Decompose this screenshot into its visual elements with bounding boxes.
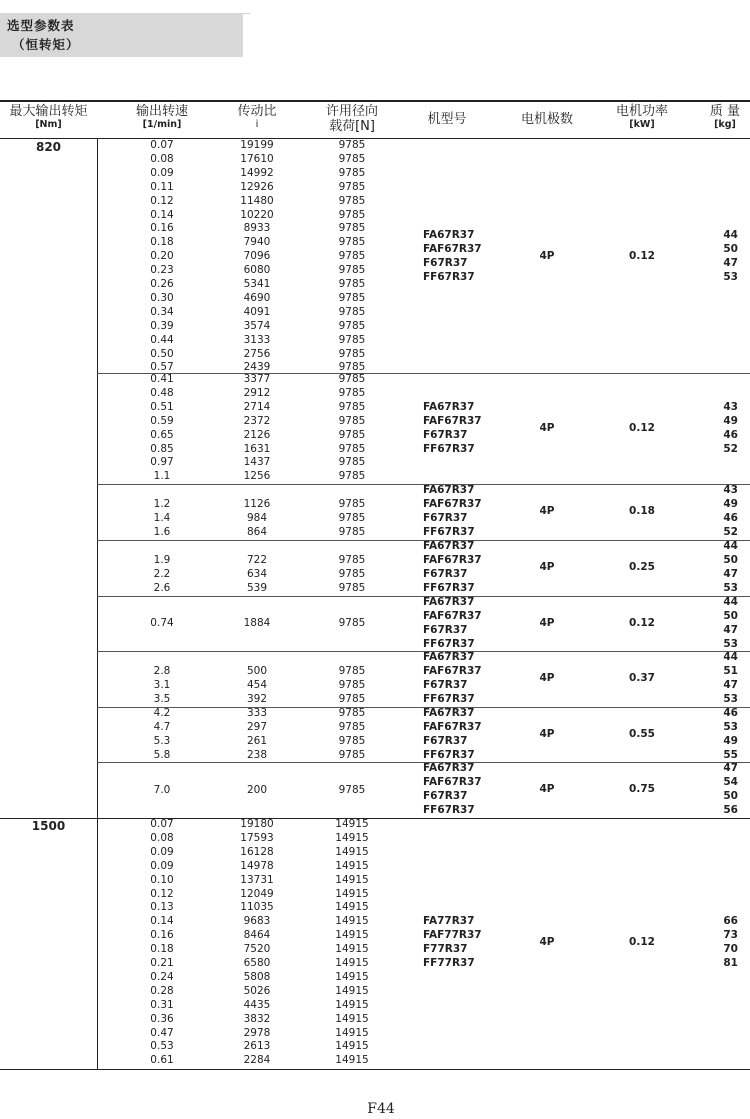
section-title-box: [0, 13, 243, 57]
ratio: 9683: [243, 915, 271, 928]
radial-load: 9785: [338, 305, 366, 318]
radial-load: 14915: [335, 929, 369, 942]
mass-value: 56: [723, 803, 738, 816]
ratio: 12926: [240, 180, 274, 193]
mass-value: 46: [723, 707, 738, 719]
mass-value: 52: [723, 442, 738, 455]
radial-load: 9785: [338, 333, 366, 346]
model-number: FF77R37: [423, 957, 475, 969]
model-number: F77R37: [423, 943, 468, 956]
mass-value: 47: [723, 678, 738, 691]
output-speed: 1.9: [153, 554, 171, 566]
model-number: FAF67R37: [423, 664, 482, 677]
motor-poles: 4P: [539, 671, 555, 684]
header-label: 最大输出转矩: [9, 104, 88, 119]
header-cell: [612, 104, 672, 131]
radial-load: 9785: [338, 139, 366, 151]
motor-poles: 4P: [539, 504, 555, 517]
header-cell: [0, 104, 97, 131]
model-number: F67R37: [423, 734, 468, 747]
radial-load: 9785: [338, 511, 366, 524]
model-number: FAF67R37: [423, 414, 482, 427]
radial-load: 9785: [338, 456, 366, 469]
radial-load: 9785: [338, 498, 366, 510]
output-speed: 0.18: [150, 236, 174, 249]
section-title: 选型参数表: [7, 18, 75, 33]
mass-value: 50: [723, 243, 738, 256]
output-speed: 0.97: [150, 456, 174, 469]
ratio: 392: [246, 692, 268, 705]
radial-load: 9785: [338, 554, 366, 566]
ratio: 4690: [243, 291, 271, 304]
motor-power: 0.55: [629, 727, 655, 740]
mass-value: 46: [723, 511, 738, 524]
model-number: FF67R37: [423, 692, 475, 705]
header-cell: [222, 104, 292, 131]
output-speed: 0.12: [150, 887, 174, 900]
radial-load: 14915: [335, 998, 369, 1011]
ratio: 2372: [243, 414, 271, 427]
mass-value: 47: [723, 257, 738, 270]
radial-load: 9785: [338, 470, 366, 483]
output-speed: 0.13: [150, 901, 174, 914]
model-number: FF67R37: [423, 803, 475, 816]
ratio: 200: [246, 784, 268, 796]
mass-value: 47: [723, 762, 738, 774]
output-speed: 0.16: [150, 222, 174, 235]
output-speed: 7.0: [153, 784, 171, 796]
radial-load: 14915: [335, 887, 369, 900]
ratio: 11480: [240, 194, 274, 207]
model-number: F67R37: [423, 678, 468, 691]
radial-load: 14915: [335, 970, 369, 983]
mass-value: 46: [723, 428, 738, 441]
mass-value: 43: [723, 400, 738, 413]
output-speed: 0.20: [150, 250, 174, 263]
model-number: FAF77R37: [423, 929, 482, 942]
radial-load: 9785: [338, 222, 366, 235]
radial-load: 14915: [335, 943, 369, 956]
radial-load: 9785: [338, 748, 366, 761]
ratio: 10220: [240, 208, 274, 221]
mass-value: 49: [723, 497, 738, 510]
mass-value: 49: [723, 414, 738, 427]
model-number: F67R37: [423, 567, 468, 580]
ratio: 2439: [243, 361, 271, 374]
output-speed: 3.5: [153, 692, 171, 705]
output-speed: 0.21: [150, 957, 174, 969]
model-number: FA67R37: [423, 484, 475, 496]
radial-load: 9785: [338, 692, 366, 705]
output-speed: 0.18: [150, 943, 174, 956]
model-number: FF67R37: [423, 442, 475, 455]
ratio: 333: [246, 707, 268, 719]
mass-value: 53: [723, 637, 738, 650]
radial-load: 9785: [338, 180, 366, 193]
model-number: FF67R37: [423, 271, 475, 284]
output-speed: 0.08: [150, 152, 174, 165]
radial-load: 14915: [335, 984, 369, 997]
header-label: 电机功率: [615, 104, 668, 119]
mass-value: 50: [723, 609, 738, 622]
header-label: 机型号: [427, 112, 467, 127]
model-number: F67R37: [423, 257, 468, 270]
ratio: 261: [246, 734, 268, 747]
mass-value: 44: [723, 229, 738, 242]
radial-load: 14915: [335, 915, 369, 928]
ratio: 3133: [243, 333, 271, 346]
output-speed: 0.24: [150, 970, 174, 983]
motor-poles: 4P: [539, 616, 555, 629]
radial-load: 9785: [338, 166, 366, 179]
radial-load: 14915: [335, 831, 369, 844]
model-number: FAF67R37: [423, 497, 482, 510]
output-speed: 2.2: [153, 567, 171, 580]
model-number: FAF67R37: [423, 720, 482, 733]
radial-load: 9785: [338, 414, 366, 427]
output-speed: 0.26: [150, 278, 174, 290]
output-speed: 0.12: [150, 194, 174, 207]
output-speed: 0.47: [150, 1026, 174, 1039]
radial-load: 9785: [338, 428, 366, 441]
ratio: 4091: [243, 305, 271, 318]
ratio: 634: [246, 567, 268, 580]
output-speed: 0.53: [150, 1040, 174, 1053]
header-cell: [317, 104, 387, 134]
radial-load: 9785: [338, 250, 366, 263]
header-unit: [kW]: [629, 119, 655, 130]
motor-power: 0.25: [629, 560, 655, 573]
model-number: FAF67R37: [423, 553, 482, 566]
mass-value: 66: [723, 915, 738, 928]
output-speed: 1.2: [153, 498, 171, 510]
output-speed: 0.85: [150, 442, 174, 455]
ratio: 8464: [243, 929, 271, 942]
table-top-rule: [0, 100, 750, 102]
model-number: FA77R37: [423, 915, 475, 928]
output-speed: 5.3: [153, 734, 171, 747]
output-speed: 0.48: [150, 386, 174, 399]
radial-load: 9785: [338, 361, 366, 374]
radial-load: 9785: [338, 347, 366, 360]
radial-load: 9785: [338, 707, 366, 719]
motor-poles: 4P: [539, 782, 555, 795]
ratio: 7520: [243, 943, 271, 956]
header-label: 输出转速: [135, 104, 188, 119]
mass-value: 43: [723, 484, 738, 496]
ratio: 6580: [243, 957, 271, 969]
section-subtitle: （恒转矩）: [12, 37, 80, 52]
ratio: 2126: [243, 428, 271, 441]
ratio: 19180: [240, 818, 274, 830]
ratio: 297: [246, 720, 268, 733]
header-label: 传动比: [237, 104, 277, 119]
header-unit: [1/min]: [142, 119, 182, 130]
mass-value: 73: [723, 929, 738, 942]
header-unit: [Nm]: [35, 119, 62, 130]
header-cell: [417, 112, 477, 127]
radial-load: 9785: [338, 152, 366, 165]
output-speed: 3.1: [153, 678, 171, 691]
ratio: 2613: [243, 1040, 271, 1053]
model-number: FA67R37: [423, 651, 475, 663]
radial-load: 9785: [338, 525, 366, 538]
radial-load: 9785: [338, 208, 366, 221]
mass-value: 53: [723, 692, 738, 705]
model-number: FA67R37: [423, 400, 475, 413]
model-number: FAF67R37: [423, 775, 482, 788]
mass-value: 52: [723, 525, 738, 538]
output-speed: 0.10: [150, 873, 174, 886]
mass-value: 55: [723, 748, 738, 761]
ratio: 1437: [243, 456, 271, 469]
mass-value: 47: [723, 567, 738, 580]
ratio: 4435: [243, 998, 271, 1011]
header-unit: i: [255, 119, 259, 130]
output-speed: 0.50: [150, 347, 174, 360]
output-speed: 0.11: [150, 180, 174, 193]
header-unit: [kg]: [714, 119, 736, 130]
ratio: 7096: [243, 250, 271, 263]
output-speed: 4.2: [153, 707, 171, 719]
motor-power: 0.12: [629, 936, 655, 949]
header-cell: [515, 112, 579, 127]
ratio: 16128: [240, 845, 274, 858]
ratio: 5341: [243, 278, 271, 290]
ratio: 19199: [240, 139, 274, 151]
ratio: 864: [246, 525, 268, 538]
model-number: FF67R37: [423, 637, 475, 650]
mass-value: 54: [723, 775, 738, 788]
model-number: FA67R37: [423, 762, 475, 774]
ratio: 2978: [243, 1026, 271, 1039]
output-speed: 0.09: [150, 859, 174, 872]
radial-load: 9785: [338, 678, 366, 691]
motor-poles: 4P: [539, 560, 555, 573]
output-speed: 1.6: [153, 525, 171, 538]
motor-power: 0.12: [629, 421, 655, 434]
radial-load: 14915: [335, 901, 369, 914]
model-number: FA67R37: [423, 540, 475, 552]
ratio: 12049: [240, 887, 274, 900]
ratio: 5808: [243, 970, 271, 983]
radial-load: 9785: [338, 278, 366, 290]
output-speed: 0.07: [150, 818, 174, 830]
ratio: 14992: [240, 166, 274, 179]
model-number: F67R37: [423, 511, 468, 524]
radial-load: 9785: [338, 567, 366, 580]
output-speed: 0.74: [150, 617, 174, 629]
header-cell: [127, 104, 197, 131]
ratio: 6080: [243, 264, 271, 277]
output-speed: 0.51: [150, 400, 174, 413]
radial-load: 9785: [338, 581, 366, 594]
radial-load: 14915: [335, 873, 369, 886]
output-speed: 0.16: [150, 929, 174, 942]
mass-value: 47: [723, 623, 738, 636]
radial-load: 9785: [338, 665, 366, 677]
radial-load: 9785: [338, 784, 366, 796]
ratio: 1256: [243, 470, 271, 483]
ratio: 7940: [243, 236, 271, 249]
motor-power: 0.75: [629, 782, 655, 795]
radial-load: 14915: [335, 1054, 369, 1067]
mass-value: 53: [723, 581, 738, 594]
motor-power: 0.37: [629, 671, 655, 684]
mass-value: 53: [723, 720, 738, 733]
output-speed: 0.44: [150, 333, 174, 346]
ratio: 2714: [243, 400, 271, 413]
mass-value: 44: [723, 651, 738, 663]
ratio: 17593: [240, 831, 274, 844]
output-speed: 0.09: [150, 845, 174, 858]
model-number: FA67R37: [423, 229, 475, 242]
output-speed: 0.07: [150, 139, 174, 151]
radial-load: 14915: [335, 1026, 369, 1039]
radial-load: 9785: [338, 442, 366, 455]
ratio: 3574: [243, 319, 271, 332]
ratio: 2756: [243, 347, 271, 360]
radial-load: 9785: [338, 291, 366, 304]
output-speed: 0.41: [150, 373, 174, 385]
motor-power: 0.12: [629, 616, 655, 629]
header-label: 质 量: [709, 104, 741, 119]
ratio: 1631: [243, 442, 271, 455]
header-label: 载荷[N]: [329, 119, 375, 134]
radial-load: 9785: [338, 373, 366, 385]
output-speed: 0.23: [150, 264, 174, 277]
model-number: FA67R37: [423, 596, 475, 608]
ratio: 13731: [240, 873, 274, 886]
ratio: 2284: [243, 1054, 271, 1067]
output-speed: 0.39: [150, 319, 174, 332]
model-number: FA67R37: [423, 707, 475, 719]
radial-load: 9785: [338, 194, 366, 207]
output-speed: 2.6: [153, 581, 171, 594]
output-speed: 0.31: [150, 998, 174, 1011]
mass-value: 50: [723, 553, 738, 566]
radial-load: 9785: [338, 386, 366, 399]
radial-load: 9785: [338, 720, 366, 733]
table-bottom-rule: [0, 1069, 750, 1070]
radial-load: 9785: [338, 617, 366, 629]
radial-load: 14915: [335, 957, 369, 969]
mass-value: 70: [723, 943, 738, 956]
max-torque-value: 1500: [31, 819, 66, 833]
output-speed: 0.61: [150, 1054, 174, 1067]
motor-poles: 4P: [539, 936, 555, 949]
model-number: FF67R37: [423, 581, 475, 594]
header-cell: [700, 104, 750, 131]
radial-load: 14915: [335, 1040, 369, 1053]
model-number: F67R37: [423, 623, 468, 636]
output-speed: 2.8: [153, 665, 171, 677]
radial-load: 9785: [338, 734, 366, 747]
ratio: 1884: [243, 617, 271, 629]
ratio: 454: [246, 678, 268, 691]
header-label: 电机极数: [520, 112, 573, 127]
radial-load: 14915: [335, 1012, 369, 1025]
mass-value: 51: [723, 664, 738, 677]
mass-value: 44: [723, 596, 738, 608]
radial-load: 9785: [338, 264, 366, 277]
ratio: 984: [246, 511, 268, 524]
ratio: 11035: [240, 901, 274, 914]
motor-poles: 4P: [539, 727, 555, 740]
ratio: 5026: [243, 984, 271, 997]
radial-load: 14915: [335, 818, 369, 830]
motor-poles: 4P: [539, 421, 555, 434]
output-speed: 0.28: [150, 984, 174, 997]
max-torque-value: 820: [35, 140, 62, 154]
mass-value: 53: [723, 271, 738, 284]
model-number: FF67R37: [423, 748, 475, 761]
model-number: FAF67R37: [423, 243, 482, 256]
ratio: 3832: [243, 1012, 271, 1025]
output-speed: 1.1: [153, 470, 171, 483]
ratio: 500: [246, 665, 268, 677]
ratio: 17610: [240, 152, 274, 165]
model-number: F67R37: [423, 428, 468, 441]
ratio: 722: [246, 554, 268, 566]
header-label: 许用径向: [325, 104, 378, 119]
ratio: 3377: [243, 373, 271, 385]
ratio: 1126: [243, 498, 271, 510]
output-speed: 1.4: [153, 511, 171, 524]
output-speed: 0.30: [150, 291, 174, 304]
output-speed: 0.59: [150, 414, 174, 427]
mass-value: 49: [723, 734, 738, 747]
output-speed: 5.8: [153, 748, 171, 761]
mass-value: 44: [723, 540, 738, 552]
radial-load: 9785: [338, 236, 366, 249]
ratio: 2912: [243, 386, 271, 399]
torque-column-divider: [97, 139, 98, 1069]
ratio: 8933: [243, 222, 271, 235]
ratio: 14978: [240, 859, 274, 872]
ratio: 539: [246, 581, 268, 594]
output-speed: 4.7: [153, 720, 171, 733]
radial-load: 9785: [338, 400, 366, 413]
output-speed: 0.36: [150, 1012, 174, 1025]
radial-load: 14915: [335, 859, 369, 872]
output-speed: 0.14: [150, 915, 174, 928]
model-number: FAF67R37: [423, 609, 482, 622]
output-speed: 0.34: [150, 305, 174, 318]
radial-load: 14915: [335, 845, 369, 858]
motor-power: 0.12: [629, 250, 655, 263]
output-speed: 0.14: [150, 208, 174, 221]
mass-value: 81: [723, 957, 738, 969]
ratio: 238: [246, 748, 268, 761]
model-number: FF67R37: [423, 525, 475, 538]
page-number: F44: [367, 1101, 395, 1117]
mass-value: 50: [723, 789, 738, 802]
output-speed: 0.65: [150, 428, 174, 441]
output-speed: 0.08: [150, 831, 174, 844]
output-speed: 0.57: [150, 361, 174, 374]
output-speed: 0.09: [150, 166, 174, 179]
model-number: F67R37: [423, 789, 468, 802]
motor-poles: 4P: [539, 250, 555, 263]
motor-power: 0.18: [629, 504, 655, 517]
radial-load: 9785: [338, 319, 366, 332]
